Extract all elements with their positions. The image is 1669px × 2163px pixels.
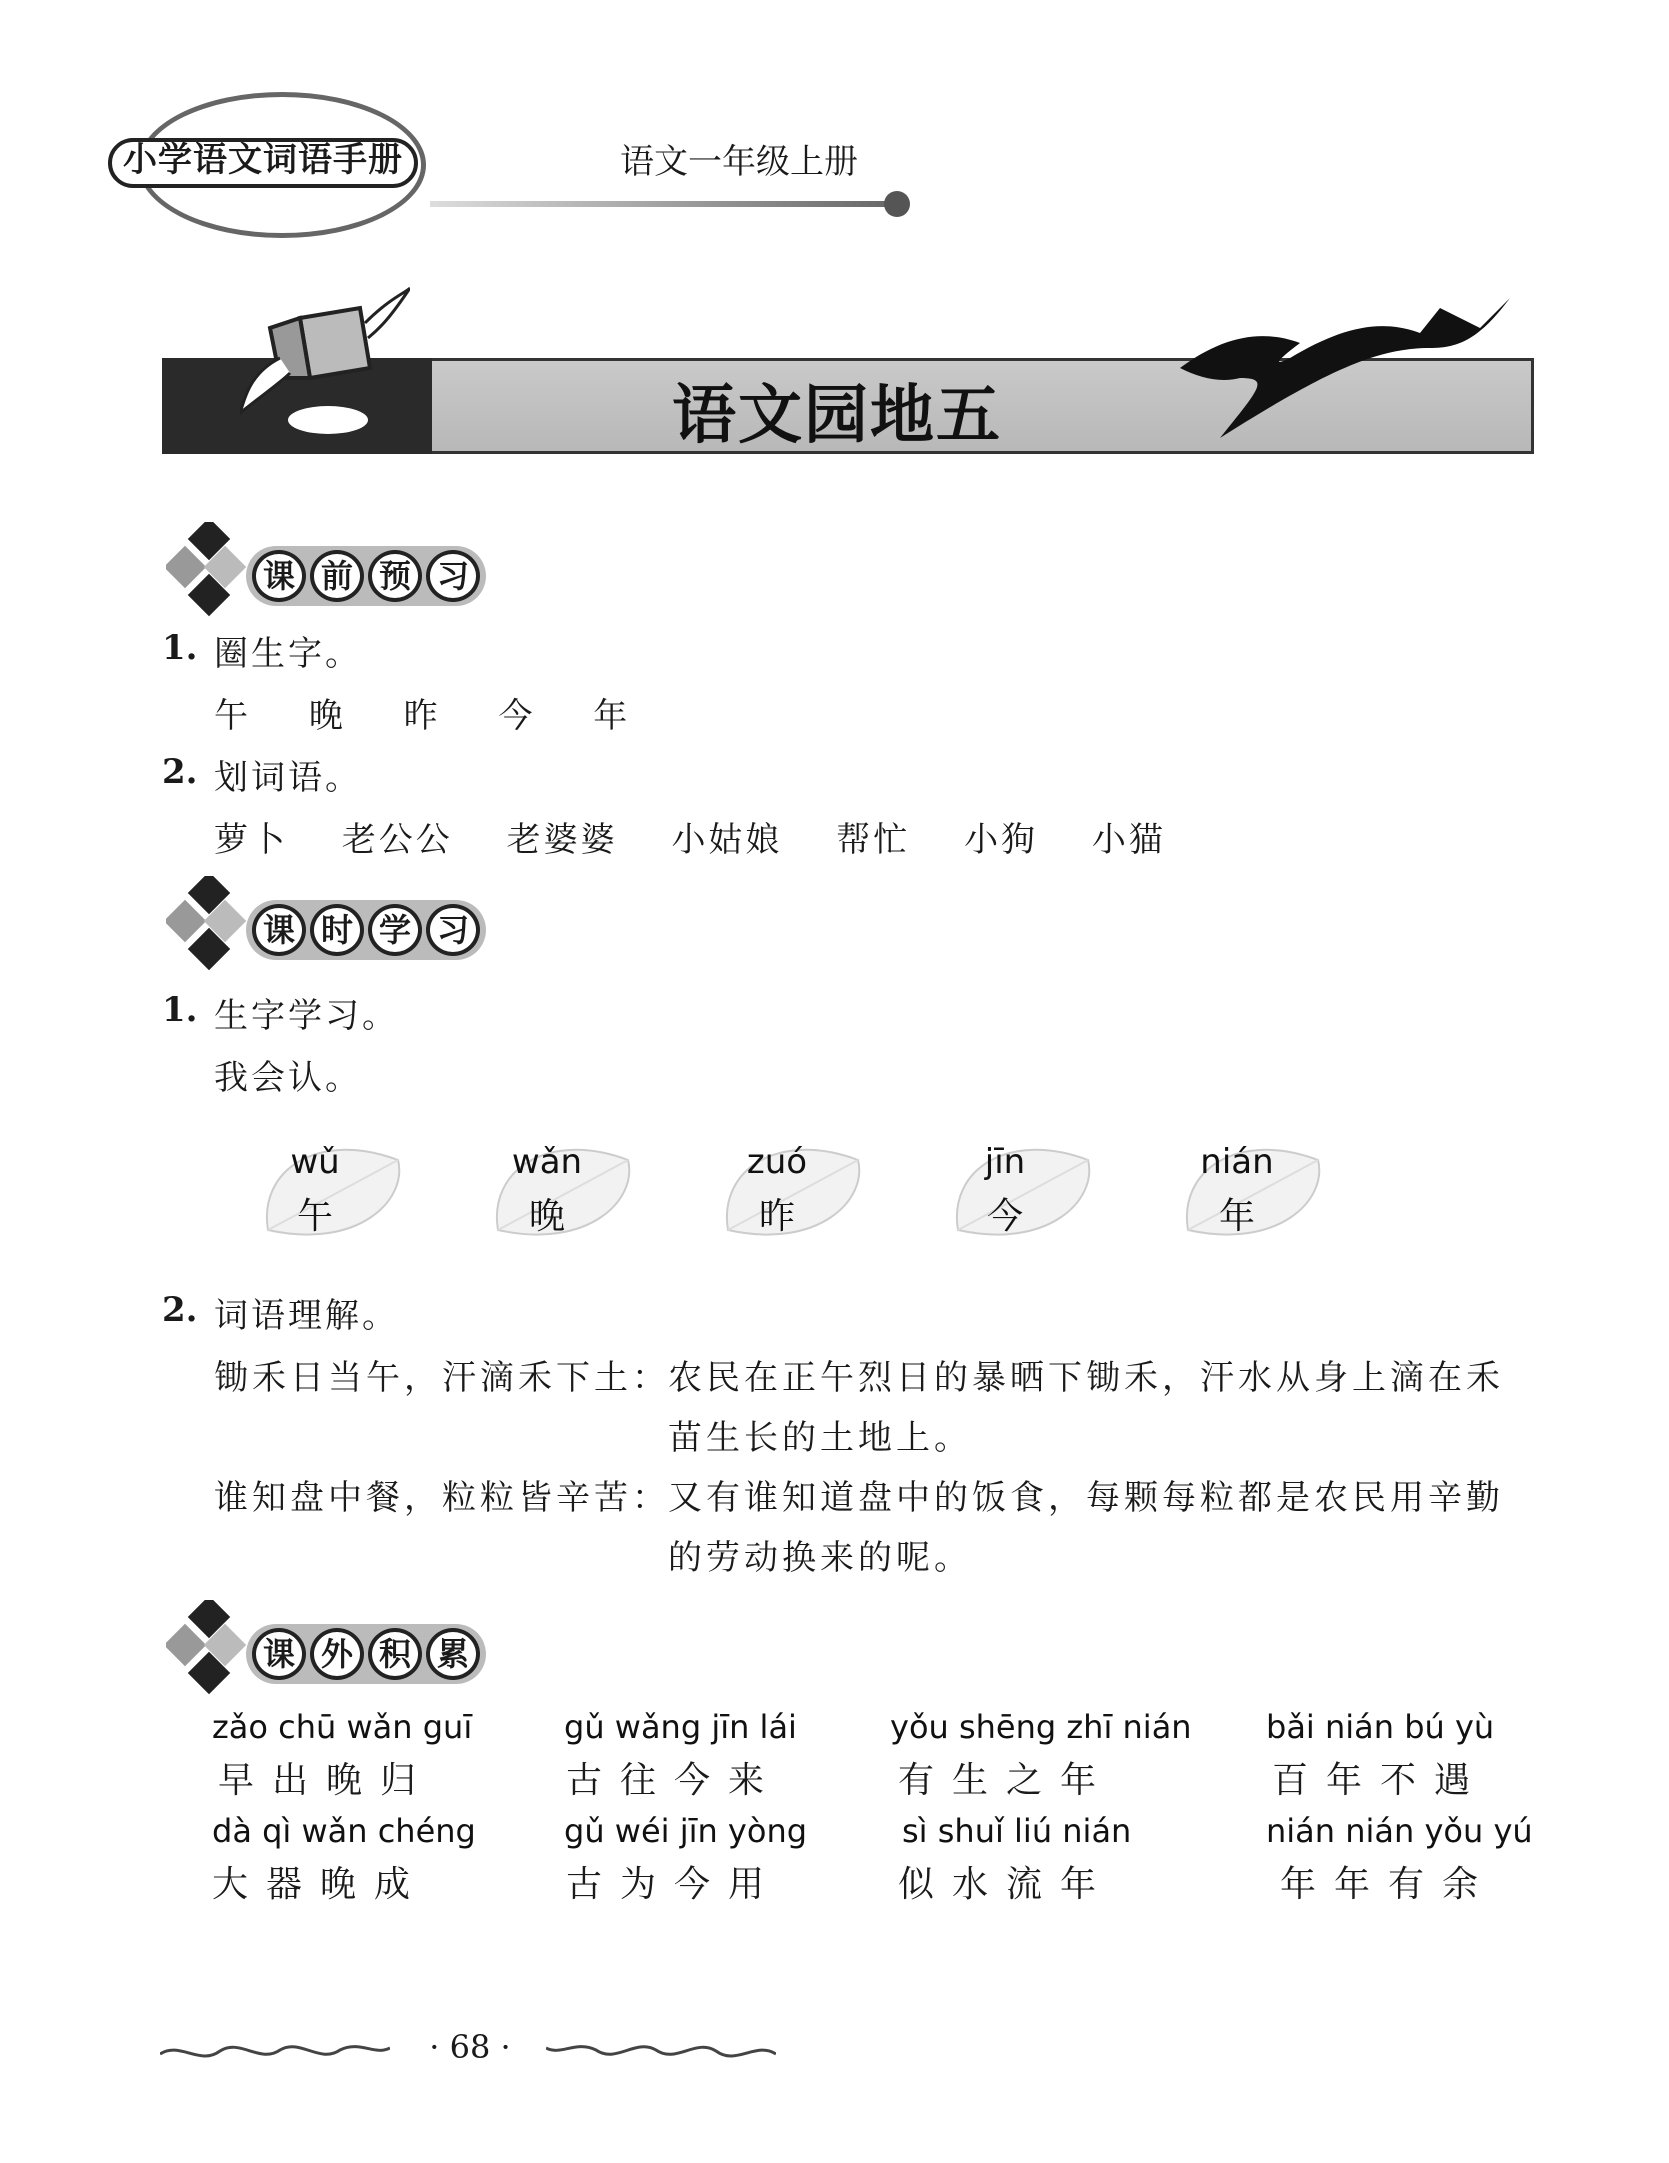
leaf-char: 午: [296, 1196, 333, 1237]
badge-char: 课: [252, 1628, 306, 1680]
unit-title: 语文园地五: [672, 378, 1002, 453]
book-title: 语文一年级上册: [620, 142, 858, 182]
header-rule: [430, 201, 896, 207]
leaf-pinyin: wǔ: [290, 1142, 340, 1182]
question-title: 词语理解。: [214, 1296, 399, 1336]
poem-line: 谁知盘中餐，粒粒皆辛苦：: [214, 1478, 670, 1518]
badge-char: 课: [252, 904, 306, 956]
badge-char: 外: [310, 1628, 364, 1680]
idiom-chars: 大器晚成: [212, 1864, 429, 1905]
leaf-char: 晚: [528, 1196, 565, 1237]
badge-char: 习: [426, 550, 480, 602]
question-title: 生字学习。: [214, 996, 399, 1036]
poem-explanation: 农民在正午烈日的暴晒下锄禾，汗水从身上滴在禾: [668, 1358, 1504, 1398]
idiom-chars: 早出晚归: [218, 1760, 435, 1801]
winged-schoolbag-icon: [240, 278, 410, 418]
question-number: 1.: [162, 628, 198, 668]
poem-explanation: 苗生长的土地上。: [668, 1418, 972, 1458]
question-subtitle: 我会认。: [214, 1058, 362, 1098]
page-number: · 68 ·: [429, 2028, 511, 2066]
badge-char: 预: [368, 550, 422, 602]
idiom-chars: 百年不遇: [1272, 1760, 1489, 1801]
idiom-chars: 年年有余: [1280, 1864, 1497, 1905]
badge-char: 学: [368, 904, 422, 956]
idiom-pinyin: dà qì wǎn chéng: [212, 1812, 476, 1850]
idiom-chars: 有生之年: [898, 1760, 1115, 1801]
leaf-pinyin: nián: [1200, 1142, 1274, 1182]
series-title: 小学语文词语手册: [123, 140, 403, 180]
new-char: 年: [593, 696, 631, 736]
new-char: 晚: [308, 696, 346, 736]
new-char: 今: [498, 696, 536, 736]
badge-char: 课: [252, 550, 306, 602]
badge-char: 累: [426, 1628, 480, 1680]
word: 小狗: [964, 820, 1039, 860]
new-chars-list: [214, 688, 674, 737]
badge-preview: [246, 546, 486, 606]
idiom-pinyin: bǎi nián bú yù: [1266, 1708, 1495, 1746]
idiom-pinyin: nián nián yǒu yú: [1266, 1812, 1533, 1850]
header-dot: [884, 191, 910, 217]
question-number: 1.: [162, 990, 198, 1030]
word-list: [214, 812, 1206, 861]
leaf-pinyin: wǎn: [511, 1142, 583, 1182]
poem-explanation: 的劳动换来的呢。: [668, 1538, 972, 1578]
word: 小猫: [1091, 820, 1166, 860]
idiom-pinyin: yǒu shēng zhī nián: [890, 1708, 1192, 1746]
new-char: 昨: [403, 696, 441, 736]
leaf-char: 今: [986, 1196, 1023, 1237]
question-number: 2.: [162, 752, 198, 792]
badge-char: 时: [310, 904, 364, 956]
question-title: 划词语。: [214, 758, 362, 798]
question-title: 圈生字。: [214, 634, 362, 674]
swoosh-decoration: [1180, 288, 1540, 438]
new-char: 午: [214, 696, 251, 736]
badge-char: 积: [368, 1628, 422, 1680]
idiom-chars: 似水流年: [898, 1864, 1115, 1905]
leaf-pinyin: jīn: [984, 1142, 1026, 1182]
word: 老婆婆: [506, 820, 618, 860]
poem-line: 锄禾日当午，汗滴禾下土：: [214, 1358, 670, 1398]
wavy-ornament-right: [546, 2036, 776, 2066]
badge-char: 习: [426, 904, 480, 956]
idiom-pinyin: gǔ wéi jīn yòng: [564, 1812, 808, 1850]
word: 小姑娘: [671, 820, 783, 860]
leaf-pinyin: zuó: [746, 1142, 808, 1182]
badge-lesson: [246, 900, 486, 960]
idiom-chars: 古为今用: [566, 1864, 783, 1905]
leaf-char: 昨: [758, 1196, 795, 1237]
idiom-pinyin: sì shuǐ liú nián: [902, 1812, 1132, 1850]
badge-char: 前: [310, 550, 364, 602]
word: 老公公: [341, 820, 453, 860]
poem-explanation: 又有谁知道盘中的饭食，每颗每粒都是农民用辛勤: [668, 1478, 1504, 1518]
leaf-char: 年: [1218, 1196, 1255, 1237]
word: 帮忙: [836, 820, 911, 860]
word: 萝卜: [214, 820, 288, 860]
badge-extra: [246, 1624, 486, 1684]
idiom-pinyin: zǎo chū wǎn guī: [212, 1708, 473, 1746]
idiom-pinyin: gǔ wǎng jīn lái: [564, 1708, 797, 1746]
question-number: 2.: [162, 1290, 198, 1330]
idiom-chars: 古往今来: [566, 1760, 783, 1801]
